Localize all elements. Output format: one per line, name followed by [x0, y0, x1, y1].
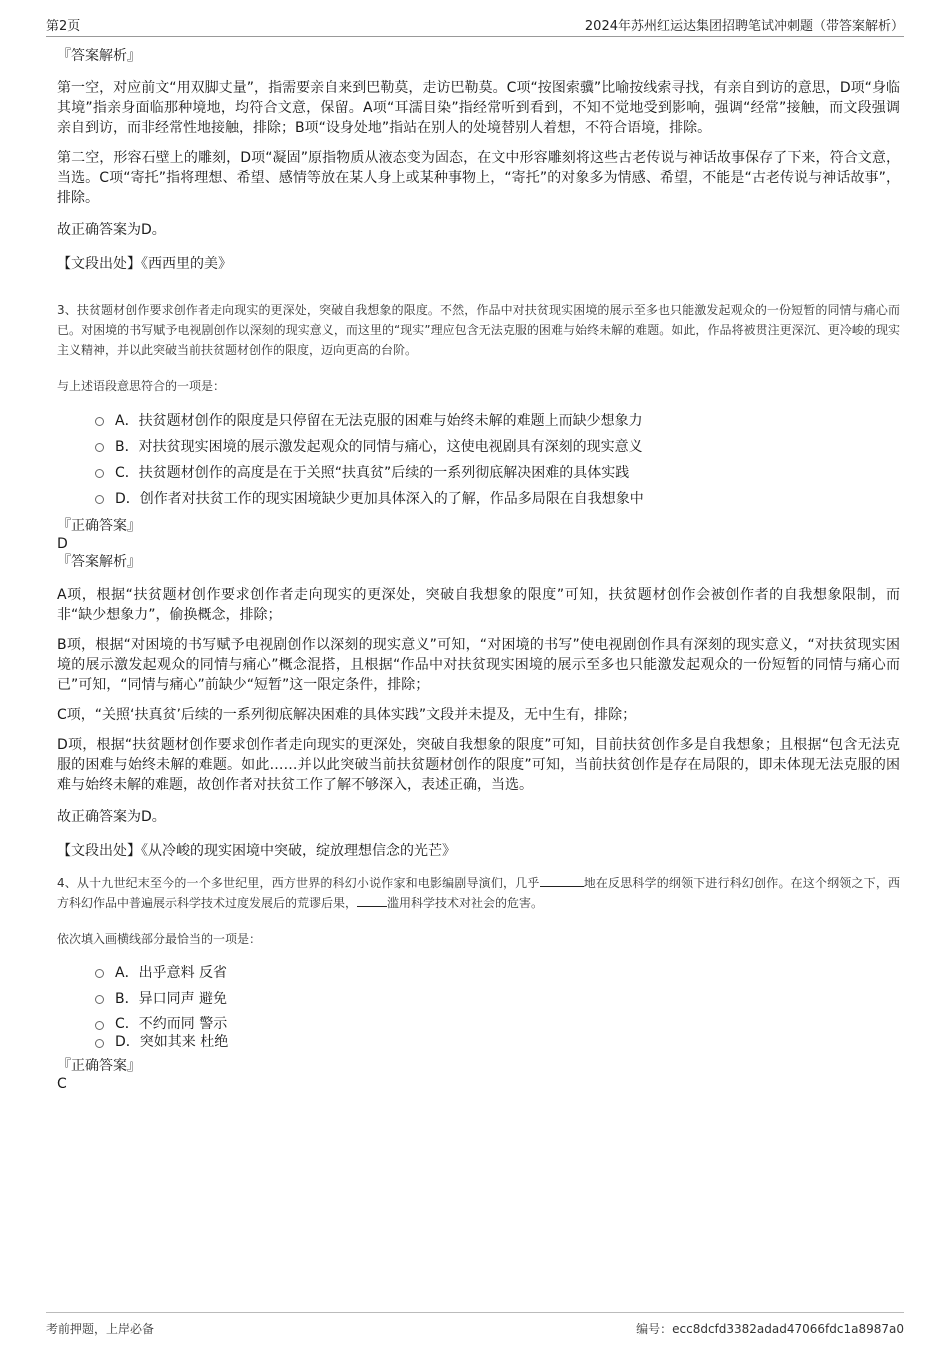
radio-icon[interactable] — [95, 417, 104, 426]
q4-blank-1 — [540, 874, 584, 887]
page-header — [46, 12, 904, 37]
q3-option-c[interactable] — [57, 463, 900, 483]
option-label: B．异口同声 避免 — [115, 991, 228, 1007]
q4-correct-label: 『正确答案』 — [57, 1058, 141, 1074]
page-number: 第2页 — [46, 19, 81, 34]
radio-icon[interactable] — [95, 1039, 104, 1048]
option-label: A．扶贫题材创作的限度是只停留在无法克服的困难与始终未解的难题上而缺少想象力 — [115, 413, 643, 429]
page-content — [57, 46, 900, 1093]
q3-analysis-d: D项，根据“扶贫题材创作要求创作者走向现实的更深处，突破自我想象的限度”可知，目前扶贫创作多是自我想象；且根据“包含无法克服的困难与始终未解的难题。如此……并以此突破当前扶贫题材创作的限度”可知，当前扶贫创作是存在局限的，即未体现无法克服的困难与始终未解的难题，故创作者对扶贫工作了解不够深入，表述正确，当选。 — [57, 737, 900, 793]
q3-options — [57, 411, 900, 509]
q3-stem: 3、扶贫题材创作要求创作者走向现实的更深处，突破自我想象的限度。不然，作品中对扶贫现实困境的展示至多也只能激发起观众的一份短暂的同情与痛心而已。对困境的书写赋予电视剧创作以深刻的现实意义，而这里的“现实”理应包含无法克服的困难与始终未解的难题。如此，作品将被贯注更深沉、更冷峻的现实主义精神，并以此突破当前扶贫题材创作的限度，迈向更高的台阶。 — [57, 303, 900, 357]
q3-option-a[interactable] — [57, 411, 900, 431]
option-label: D．创作者对扶贫工作的现实困境缺少更加具体深入的了解，作品多局限在自我想象中 — [115, 491, 644, 507]
q4-correct-answer: C — [57, 1076, 67, 1092]
q4-stem-part1: 4、从十九世纪末至今的一个多世纪里，西方世界的科幻小说作家和电影编剧导演们，几乎 — [57, 876, 540, 890]
q4-option-c[interactable] — [57, 1015, 900, 1033]
q3-option-b[interactable] — [57, 437, 900, 457]
radio-icon[interactable] — [95, 443, 104, 452]
q3-analysis-label: 『答案解析』 — [57, 554, 141, 570]
q2-analysis-para1: 第一空，对应前文“用双脚丈量”，指需要亲自来到巴勒莫，走访巴勒莫。C项“按图索骥”比喻按线索寻找，有亲自到访的意思，D项“身临其境”指亲身面临那种境地，均符合文意，保留。A项“耳濡目染”指经常听到看到，不知不觉地受到影响，强调“经常”接触，而文段强调亲自到访，而非经常性地接触，排除；B项“设身处地”指站在别人的处境替别人着想，不符合语境，排除。 — [57, 80, 900, 136]
q3-analysis-c: C项，“关照‘扶真贫’后续的一系列彻底解决困难的具体实践”文段并未提及，无中生有，排除； — [57, 707, 637, 723]
option-label: C．不约而同 警示 — [115, 1016, 228, 1032]
q3-correct-label: 『正确答案』 — [57, 518, 141, 534]
q4-option-a[interactable] — [57, 963, 900, 983]
q3-correct-answer: D — [57, 536, 68, 552]
q3-prompt: 与上述语段意思符合的一项是： — [57, 379, 226, 393]
option-label: D．突如其来 杜绝 — [115, 1034, 229, 1050]
q4-stem-part2: 地在反思科学的纲领下进行科幻创作。在这个纲领之下，西方科幻作品中普遍展示科学技术过度发展后的荒谬后果， — [57, 876, 900, 910]
document-title: 2024年苏州红运达集团招聘笔试冲刺题（带答案解析） — [584, 19, 904, 34]
footer-slogan: 考前押题，上岸必备 — [46, 1322, 155, 1336]
radio-icon[interactable] — [95, 469, 104, 478]
q2-analysis-para2: 第二空，形容石壁上的雕刻，D项“凝固”原指物质从液态变为固态，在文中形容雕刻将这些古老传说与神话故事保存了下来，符合文意，当选。C项“寄托”指将理想、希望、感情等放在某人身上或某种事物上，“寄托”的对象多为情感、希望，不能是“古老传说与神话故事”，排除。 — [57, 150, 900, 206]
q4-blank-2 — [357, 894, 387, 907]
q4-stem-part3: 滥用科学技术对社会的危害。 — [387, 896, 544, 910]
document-code: 编号：ecc8dcfd3382adad47066fdc1a8987a0 — [636, 1322, 904, 1336]
radio-icon[interactable] — [95, 495, 104, 504]
q3-source: 【文段出处】《从冷峻的现实困境中突破，绽放理想信念的光芒》 — [57, 843, 456, 859]
q3-analysis-a: A项，根据“扶贫题材创作要求创作者走向现实的更深处，突破自我想象的限度”可知，扶贫题材创作会被创作者的自我想象限制，而非“缺少想象力”，偷换概念，排除； — [57, 587, 900, 623]
option-label: A．出乎意料 反省 — [115, 965, 228, 981]
radio-icon[interactable] — [95, 995, 104, 1004]
option-label: B．对扶贫现实困境的展示激发起观众的同情与痛心，这使电视剧具有深刻的现实意义 — [115, 439, 643, 455]
q3-analysis-b: B项，根据“对困境的书写赋予电视剧创作以深刻的现实意义”可知，“对困境的书写”使电视剧创作具有深刻的现实意义，“对扶贫现实困境的展示激发起观众的同情与痛心”概念混搭，且根据“作品中对扶贫现实困境的展示至多也只能激发起观众的一份短暂的同情与痛心而已”可知，“同情与痛心”前缺少“短暂”这一限定条件，排除； — [57, 637, 900, 693]
q4-stem — [57, 873, 900, 913]
q4-prompt: 依次填入画横线部分最恰当的一项是： — [57, 932, 262, 946]
q3-option-d[interactable] — [57, 489, 900, 509]
option-label: C．扶贫题材创作的高度是在于关照“扶真贫”后续的一系列彻底解决困难的具体实践 — [115, 465, 630, 481]
q2-conclusion: 故正确答案为D。 — [57, 222, 166, 238]
q3-conclusion: 故正确答案为D。 — [57, 809, 166, 825]
q4-options — [57, 963, 900, 1051]
radio-icon[interactable] — [95, 969, 104, 978]
q2-source: 【文段出处】《西西里的美》 — [57, 256, 232, 272]
q2-analysis-label: 『答案解析』 — [57, 48, 141, 64]
radio-icon[interactable] — [95, 1021, 104, 1030]
q4-option-b[interactable] — [57, 989, 900, 1009]
page-footer — [46, 1312, 904, 1337]
q4-option-d[interactable] — [57, 1033, 900, 1051]
